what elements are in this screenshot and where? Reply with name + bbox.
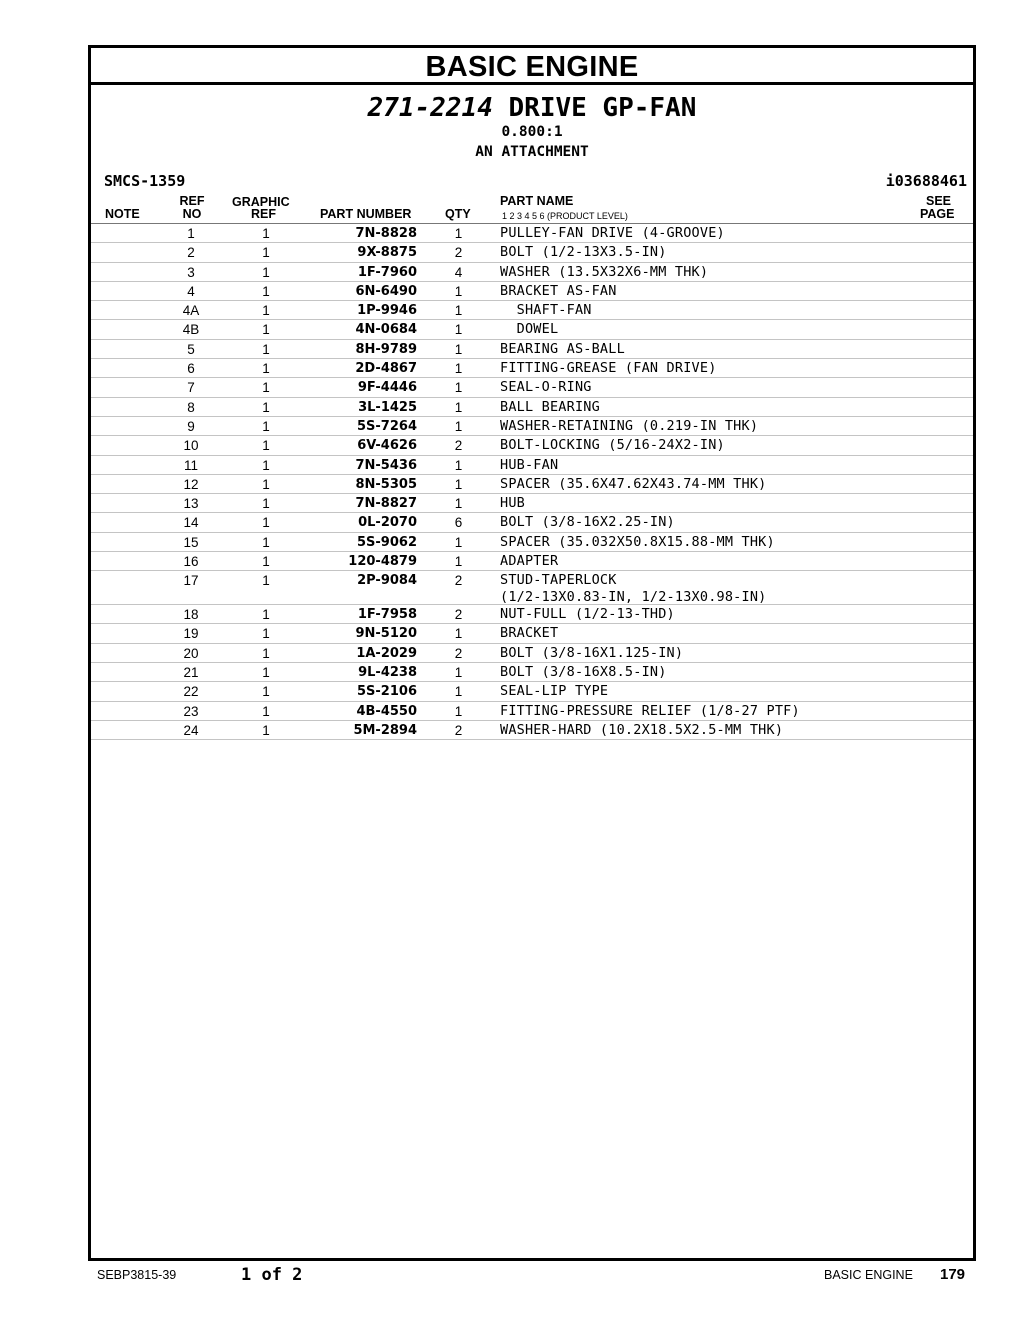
ref-no-cell: 17 [183,573,199,589]
part-name-cell [500,664,667,681]
table-row [91,398,973,417]
table-row [91,224,973,243]
part-number-cell: 7N-5436 [355,457,417,473]
ref-no-cell: 14 [183,515,199,531]
qty-cell: 2 [454,645,463,661]
part-name-text: HUB-FAN [500,456,559,473]
part-name-cell [500,645,683,662]
document-id: i03688461 [885,172,967,190]
part-name-text: FITTING-GREASE (FAN DRIVE) [500,360,717,377]
part-number-cell: 9N-5120 [355,626,417,642]
part-number-cell: 1A-2029 [356,645,417,661]
part-name-cell [500,457,558,474]
part-name-text: BOLT-LOCKING (5/16-24X2-IN) [500,437,725,454]
parts-page-frame [88,45,976,1261]
part-number-cell: 5S-9062 [357,534,417,550]
part-number-cell: 9L-4238 [358,665,417,681]
ref-no-cell: 11 [183,457,198,473]
qty-cell: 1 [454,399,463,415]
graphic-ref-cell: 1 [262,703,270,719]
qty-cell: 1 [454,418,463,434]
col-see-2: PAGE [920,207,955,221]
graphic-ref-cell: 1 [262,361,270,377]
ref-no-cell: 15 [183,534,199,550]
part-name-cell [500,683,608,700]
qty-cell: 1 [454,496,463,512]
part-number-cell: 7N-8828 [355,226,417,241]
table-row [91,605,973,624]
part-number-cell: 4N-0684 [355,322,417,338]
graphic-ref-cell: 1 [262,322,270,338]
table-row [91,682,973,701]
ref-no-cell: 1 [187,226,195,241]
graphic-ref-cell: 1 [262,380,270,396]
ref-no-cell: 7 [187,380,195,396]
part-number-cell: 5S-2106 [357,684,417,700]
smcs-code: SMCS-1359 [104,172,186,190]
part-number-cell: 9X-8875 [357,245,417,261]
part-name-text: BOLT (3/8-16X1.125-IN) [500,644,684,661]
part-name-cell [500,225,725,242]
qty-cell: 2 [454,607,463,623]
graphic-ref-cell: 1 [262,476,270,492]
qty-cell: 1 [454,226,463,241]
part-name-text: SEAL-O-RING [500,379,592,396]
part-name-text: BRACKET [500,625,559,642]
footer-doc-number: SEBP3815-39 [97,1268,177,1282]
part-name-cell [500,379,592,396]
part-name-cell [500,572,767,606]
table-row [91,340,973,359]
graphic-ref-cell: 1 [262,515,270,531]
ref-no-cell: 18 [183,607,199,623]
part-name-text: BOLT (1/2-13X3.5-IN) [500,244,667,261]
table-row [91,263,973,282]
graphic-ref-cell: 1 [262,245,270,261]
col-ref-no-1: REF [179,194,205,208]
ref-no-cell: 3 [187,264,195,280]
ref-no-cell: 16 [183,554,199,570]
part-number-cell: 1P-9946 [357,303,417,319]
part-name-cell [500,514,675,531]
graphic-ref-cell: 1 [262,457,270,473]
ref-no-cell: 21 [183,665,199,681]
part-name-text: BEARING AS-BALL [500,340,625,357]
part-name-cell [500,341,625,358]
part-name-cell [500,625,558,642]
group-name: DRIVE GP-FAN [508,93,697,123]
ref-no-cell: 12 [183,476,199,492]
graphic-ref-cell: 1 [262,303,270,319]
part-name-text: SEAL-LIP TYPE [500,683,609,700]
ref-no-cell: 6 [187,361,195,377]
col-graphic-2: REF [251,207,276,221]
part-number-cell: 1F-7960 [357,264,417,280]
section-title: BASIC ENGINE [91,48,973,85]
col-part-number: PART NUMBER [320,207,412,221]
part-name-cell [500,418,758,435]
ref-no-cell: 20 [183,645,199,661]
part-name-cell [500,722,783,739]
part-name-cell [500,264,708,281]
footer-page-number: 179 [940,1266,966,1283]
graphic-ref-cell: 1 [262,665,270,681]
footer-page-of: 1 of 2 [241,1265,303,1285]
qty-cell: 1 [454,476,463,492]
table-row [91,533,973,552]
table-row [91,624,973,643]
table-row [91,663,973,682]
ref-no-cell: 4 [187,283,195,299]
table-header [91,195,973,224]
table-row [91,301,973,320]
group-subtitle: AN ATTACHMENT [475,144,589,160]
ref-no-cell: 24 [183,722,199,738]
part-name-cell [500,302,592,319]
ref-no-cell: 22 [183,684,199,700]
part-name-cell [500,476,767,493]
part-name-cell [500,534,775,551]
part-name-text: ADAPTER [500,553,559,570]
col-part-name: PART NAME [500,194,574,208]
ref-no-cell: 8 [187,399,195,415]
col-graphic-1: GRAPHIC [232,195,290,209]
graphic-ref-cell: 1 [262,418,270,434]
part-number-cell: 8H-9789 [355,341,417,357]
part-name-text: SPACER (35.6X47.62X43.74-MM THK) [500,475,767,492]
qty-cell: 1 [454,684,463,700]
part-name-cell [500,321,558,338]
qty-cell: 2 [454,722,463,738]
graphic-ref-cell: 1 [262,496,270,512]
col-qty: QTY [445,207,471,221]
qty-cell: 1 [454,380,463,396]
part-number-cell: 2P-9084 [357,573,417,589]
graphic-ref-cell: 1 [262,438,270,454]
part-name-text: SPACER (35.032X50.8X15.88-MM THK) [500,533,775,550]
part-name-text: BALL BEARING [500,398,600,415]
group-number: 271-2214 [367,93,493,123]
ref-no-cell: 10 [183,438,199,454]
part-name-text: FITTING-PRESSURE RELIEF (1/8-27 PTF) [500,702,800,719]
graphic-ref-cell: 1 [262,722,270,738]
qty-cell: 1 [454,341,463,357]
ref-no-cell: 9 [187,418,195,434]
ref-no-cell: 4B [182,322,200,338]
graphic-ref-cell: 1 [262,399,270,415]
graphic-ref-cell: 1 [262,226,270,241]
part-name-text: DOWEL [500,321,559,338]
part-name-text: PULLEY-FAN DRIVE (4-GROOVE) [500,225,725,241]
qty-cell: 1 [454,534,463,550]
table-row [91,243,973,262]
group-ratio: 0.800:1 [501,124,563,140]
table-row [91,282,973,301]
graphic-ref-cell: 1 [262,264,270,280]
group-title [91,94,973,122]
graphic-ref-cell: 1 [262,554,270,570]
part-name-cell [500,703,800,720]
table-row [91,456,973,475]
part-number-cell: 6N-6490 [355,283,417,299]
graphic-ref-cell: 1 [262,341,270,357]
graphic-ref-cell: 1 [262,607,270,623]
qty-cell: 1 [454,457,463,473]
qty-cell: 1 [454,626,463,642]
part-name-text: WASHER-RETAINING (0.219-IN THK) [500,417,759,434]
ref-no-cell: 19 [183,626,199,642]
table-row [91,571,973,605]
part-name-cell [500,606,675,623]
part-number-cell: 2D-4867 [355,361,417,377]
part-number-cell: 0L-2070 [358,515,417,531]
part-name-text: SHAFT-FAN [500,302,592,319]
part-number-cell: 4B-4550 [356,703,417,719]
part-number-cell: 7N-8827 [355,496,417,512]
part-name-text: WASHER-HARD (10.2X18.5X2.5-MM THK) [500,721,784,738]
table-row [91,475,973,494]
part-number-cell: 9F-4446 [357,380,417,396]
col-ref-no-2: NO [182,207,202,221]
ref-no-cell: 2 [187,245,195,261]
qty-cell: 1 [454,283,463,299]
table-row [91,702,973,721]
table-row [91,378,973,397]
ref-no-cell: 23 [183,703,199,719]
part-name-text: HUB [500,495,525,512]
ref-no-cell: 5 [187,341,195,357]
ref-no-cell: 4A [182,303,200,319]
graphic-ref-cell: 1 [262,626,270,642]
graphic-ref-cell: 1 [262,645,270,661]
part-number-cell: 6V-4626 [357,438,417,454]
footer-section: BASIC ENGINE [824,1268,913,1282]
qty-cell: 2 [454,573,463,589]
part-name-cell [500,399,600,416]
graphic-ref-cell: 1 [262,283,270,299]
table-row [91,513,973,532]
table-row [91,721,973,740]
qty-cell: 1 [454,703,463,719]
qty-cell: 1 [454,361,463,377]
qty-cell: 1 [454,665,463,681]
col-product-level: 1 2 3 4 5 6 (PRODUCT LEVEL) [502,211,628,221]
table-row [91,552,973,571]
part-name-text-line2: (1/2-13X0.83-IN, 1/2-13X0.98-IN) [500,589,767,606]
table-row [91,436,973,455]
qty-cell: 1 [454,322,463,338]
part-name-text: BOLT (3/8-16X8.5-IN) [500,664,667,681]
part-name-cell [500,553,558,570]
qty-cell: 1 [454,554,463,570]
part-name-text: NUT-FULL (1/2-13-THD) [500,606,675,623]
part-name-text: BOLT (3/8-16X2.25-IN) [500,514,675,531]
part-name-cell [500,283,617,300]
qty-cell: 6 [454,515,463,531]
part-number-cell: 5M-2894 [353,722,417,738]
table-row [91,417,973,436]
part-number-cell: 8N-5305 [355,476,417,492]
part-number-cell: 120-4879 [348,554,417,570]
page-footer [0,1265,1020,1287]
meta-row [91,170,973,192]
part-name-text: BRACKET AS-FAN [500,282,617,299]
ref-no-cell: 13 [183,496,199,512]
parts-table-body [91,224,973,740]
qty-cell: 4 [454,264,463,280]
part-name-text: STUD-TAPERLOCK [500,572,617,589]
col-note: NOTE [105,207,140,221]
part-name-cell [500,495,525,512]
table-row [91,494,973,513]
qty-cell: 2 [454,245,463,261]
qty-cell: 2 [454,438,463,454]
graphic-ref-cell: 1 [262,573,270,589]
part-name-text: WASHER (13.5X32X6-MM THK) [500,263,709,280]
part-number-cell: 1F-7958 [357,607,417,623]
table-row [91,359,973,378]
col-see-1: SEE [926,194,952,208]
qty-cell: 1 [454,303,463,319]
part-number-cell: 3L-1425 [358,399,417,415]
graphic-ref-cell: 1 [262,684,270,700]
table-row [91,320,973,339]
graphic-ref-cell: 1 [262,534,270,550]
table-row [91,644,973,663]
part-number-cell: 5S-7264 [357,418,417,434]
part-name-cell [500,244,667,261]
part-name-cell [500,360,717,377]
part-name-cell [500,437,725,454]
